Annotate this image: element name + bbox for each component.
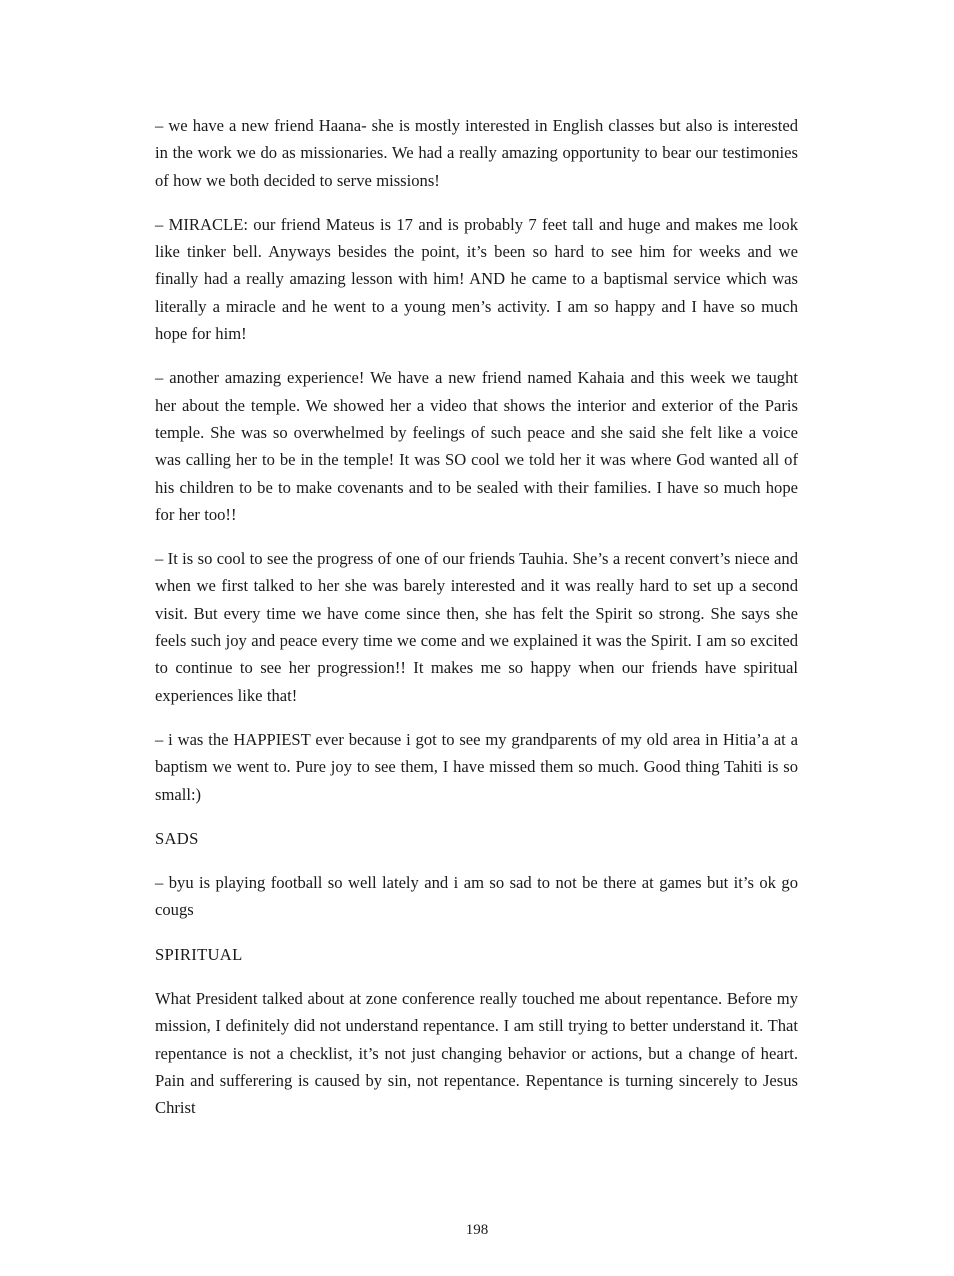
page-number: 198 [465,1222,489,1238]
paragraph: – MIRACLE: our friend Mateus is 17 and is probably 7 feet tall and huge and makes me look like tinker bell. Anyways besides the point, it’s been so hard to see him for weeks and we finally had a really amazing lesson with him! AND he came to a baptismal service which was literally a miracle and he went to a young men’s activity. I am so happy and I have so much hope for him! [155,214,798,344]
section-heading-spiritual: SPIRITUAL [155,944,243,964]
section-heading-sads: SADS [155,828,199,848]
page-body [155,112,798,1122]
paragraph: – i was the HAPPIEST ever because i got to see my grandparents of my old area in Hitia’a at a baptism we went to. Pure joy to see them, I have missed them so much. Good thing Tahiti is so small:) [155,729,798,804]
paragraph: – It is so cool to see the progress of one of our friends Tauhia. She’s a recent convert’s niece and when we first talked to her she was barely interested and it was really hard to set up a second visit. But every time we have come since then, she has felt the Spirit so strong. She says she feels such joy and peace every time we come and we explained it was the Spirit. I am so excited to continue to see her progression!! It makes me so happy when our friends have spiritual experiences like that! [155,549,798,705]
paragraph: What President talked about at zone conference really touched me about repentance. Before my mission, I definitely did not understand repentance. I am still trying to better understand it. That repentance is not a checklist, it’s not just changing behavior or actions, but a change of heart. Pain and sufferering is caused by sin, not repentance. Repentance is turning sincerely to Jesus Christ [155,989,798,1118]
paragraph: – we have a new friend Haana- she is mostly interested in English classes but also is interested in the work we do as missionaries. We had a really amazing opportunity to bear our testimonies of how we both decided to serve missions! [155,116,798,190]
paragraph: – another amazing experience! We have a new friend named Kahaia and this week we taught her about the temple. We showed her a video that shows the interior and exterior of the Paris temple. She was so overwhelmed by feelings of such peace and she said she felt like a voice was calling her to be in the temple! It was SO cool we told her it was where God wanted all of his children to be to make covenants and to be sealed with their families. I have so much hope for her too!! [155,368,798,524]
paragraph: – byu is playing football so well lately and i am so sad to not be there at games but it’s ok go cougs [155,873,798,920]
